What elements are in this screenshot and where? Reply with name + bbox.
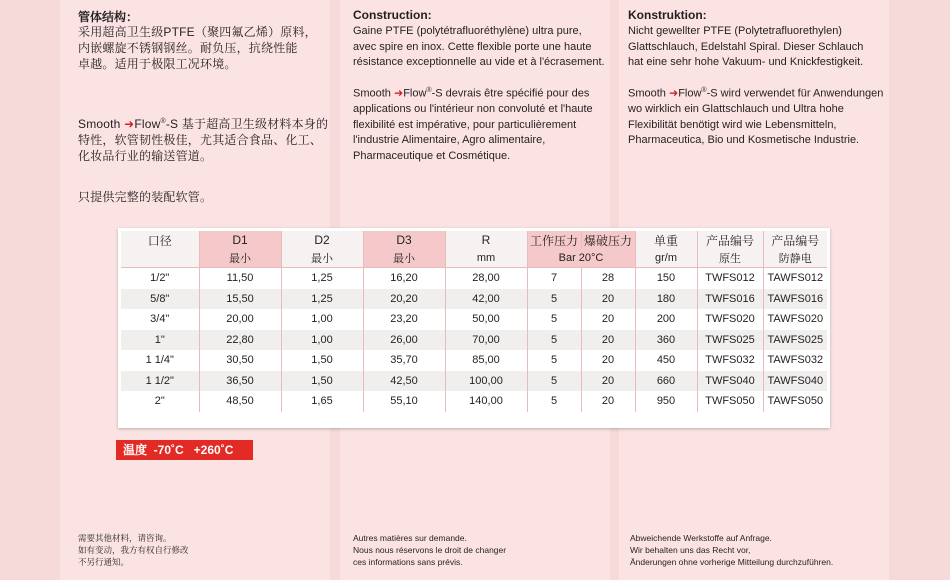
cell-working-pressure: 5: [527, 289, 581, 310]
cell-r: 85,00: [445, 350, 527, 371]
col-header-d2: D2: [281, 231, 363, 249]
cell-burst-pressure: 20: [581, 391, 635, 412]
col-header-d1: D1: [199, 231, 281, 249]
fr-construction-text: Gaine PTFE (polytétrafluoréthylène) ultra pure, avec spire en inox. Cette flexible porte une haute résistance exceptionnelle au vide et à l'écrasement.: [353, 25, 605, 68]
cell-code-antistatic: TAWFS040: [763, 371, 827, 392]
cell-d3: 42,50: [363, 371, 445, 392]
cell-bore: 2": [121, 391, 199, 412]
cell-r: 140,00: [445, 391, 527, 412]
col-subheader-pressure: Bar 20°C: [527, 249, 635, 268]
table-row: [121, 268, 827, 289]
col-header-burst-pressure: 爆破压力: [581, 231, 635, 249]
col-header-bore: 口径: [121, 231, 199, 249]
cell-burst-pressure: 28: [581, 268, 635, 289]
cell-working-pressure: 5: [527, 371, 581, 392]
cell-code-std: TWFS050: [697, 391, 763, 412]
cell-weight: 150: [635, 268, 697, 289]
cell-burst-pressure: 20: [581, 350, 635, 371]
cell-code-antistatic: TAWFS012: [767, 272, 824, 285]
cell-code-antistatic: TAWFS016: [763, 289, 827, 310]
cn-application-text: Smooth ➜Flow®-S 基于超高卫生级材料本身的 特性，软管韧性极佳，尤其适合食品、化工、 化妆品行业的输送管道。: [78, 117, 329, 163]
cell-r: 42,00: [445, 289, 527, 310]
cn-footer: 需要其他材料，请咨询。 如有变动，我方有权自行修改 不另行通知。: [78, 533, 189, 567]
col-header-d3: D3: [363, 231, 445, 249]
cn-construction-text: 采用超高卫生级PTFE（聚四氟乙烯）原料， 内嵌螺旋不锈钢钢丝。耐负压，抗绕性能 卓越。适用于极限工况环境。: [78, 25, 317, 71]
cell-d3: 23,20: [363, 309, 445, 330]
col-subheader-code-std: 原生: [697, 249, 763, 268]
cell-code-antistatic: TAWFS032: [767, 354, 824, 367]
table-row: [121, 350, 827, 371]
table-row: [121, 330, 827, 351]
arrow-icon: ➜: [124, 117, 135, 131]
cell-burst-pressure: 20: [581, 330, 635, 351]
cell-d3: 20,20: [363, 289, 445, 310]
cell-d2: 1,00: [281, 309, 363, 330]
cell-d2: 1,65: [281, 391, 363, 412]
fr-footer: Autres matières sur demande. Nous nous réservons le droit de changer ces informations sans prévis.: [353, 533, 507, 567]
cell-working-pressure: 5: [527, 391, 581, 412]
cell-d1: 36,50: [199, 371, 281, 392]
cell-r: 28,00: [445, 268, 527, 289]
cell-d2: 1,25: [281, 289, 363, 310]
cell-bore: 5/8": [121, 289, 199, 310]
cell-code-std: TWFS025: [697, 330, 763, 351]
cell-weight: 450: [635, 350, 697, 371]
de-heading: Konstruktion:: [628, 8, 707, 22]
col-subheader-bore: [121, 249, 199, 268]
col-header-working-pressure: 工作压力: [527, 231, 581, 249]
cell-code-std: TWFS020: [697, 309, 763, 330]
spec-table-card: [118, 228, 830, 428]
cell-working-pressure: 7: [527, 268, 581, 289]
cell-d3: 26,00: [363, 330, 445, 351]
col-subheader-d1: 最小: [199, 249, 281, 268]
table-row: [121, 391, 827, 412]
cell-d3: 55,10: [363, 391, 445, 412]
cell-weight: 180: [635, 289, 697, 310]
arrow-icon: ➜: [668, 87, 679, 100]
cell-weight: 950: [635, 391, 697, 412]
cell-working-pressure: 5: [527, 330, 581, 351]
cell-r: 70,00: [445, 330, 527, 351]
table-body: [121, 268, 827, 412]
cell-d1: 11,50: [199, 268, 281, 289]
table-row: [121, 371, 827, 392]
col-header-code-std: 产品编号: [697, 231, 763, 249]
cell-d1: 15,50: [199, 289, 281, 310]
cell-d2: 1,00: [281, 330, 363, 351]
cell-d3: 16,20: [363, 268, 445, 289]
col-header-r: R: [445, 231, 527, 249]
table-subheader-row: [121, 249, 827, 268]
temperature-badge: 温度 -70˚C +260˚C: [116, 440, 253, 460]
cell-bore: 1 1/4": [121, 350, 199, 371]
cell-burst-pressure: 20: [581, 309, 635, 330]
cell-r: 50,00: [445, 309, 527, 330]
cn-assembly-note: 只提供完整的装配软管。: [78, 190, 213, 204]
arrow-icon: ➜: [393, 87, 404, 100]
col-subheader-r: mm: [445, 249, 527, 268]
cell-code-std: TWFS040: [697, 371, 763, 392]
col-header-code-antistatic: 产品编号: [763, 231, 827, 249]
cell-working-pressure: 5: [527, 350, 581, 371]
col-subheader-d3: 最小: [363, 249, 445, 268]
cell-d1: 20,00: [199, 309, 281, 330]
cell-bore: 1/2": [121, 268, 199, 289]
col-subheader-d2: 最小: [281, 249, 363, 268]
cell-working-pressure: 5: [527, 309, 581, 330]
cell-bore: 1": [121, 330, 199, 351]
fr-heading: Construction:: [353, 8, 432, 22]
cell-d3: 35,70: [363, 350, 445, 371]
table-row: [121, 309, 827, 330]
de-application-text: Smooth ➜Flow®-S wird verwendet für Anwendungen wo wirklich ein Glattschlauch und Ultra hohe Flexibilität benötigt wird wie Lebensmitteln, Pharmaceutica, Bio und Kosmetische Industrie.: [628, 87, 884, 147]
spec-table: [121, 231, 827, 412]
cell-bore: 1 1/2": [121, 371, 199, 392]
cell-bore: 3/4": [121, 309, 199, 330]
table-row: [121, 289, 827, 310]
cell-weight: 360: [635, 330, 697, 351]
cell-d1: 22,80: [199, 330, 281, 351]
cell-d1: 48,50: [199, 391, 281, 412]
cell-code-antistatic: TAWFS020: [767, 313, 824, 326]
col-subheader-weight: gr/m: [635, 249, 697, 268]
cell-d1: 30,50: [199, 350, 281, 371]
cell-code-std: TWFS032: [697, 350, 763, 371]
cell-d2: 1,50: [281, 371, 363, 392]
table-header-row: [121, 231, 827, 249]
cell-code-antistatic: TAWFS050: [767, 395, 824, 408]
cell-weight: 660: [635, 371, 697, 392]
cell-burst-pressure: 20: [581, 371, 635, 392]
cell-code-std: TWFS012: [697, 268, 763, 289]
cell-d2: 1,50: [281, 350, 363, 371]
cell-weight: 200: [635, 309, 697, 330]
cell-code-antistatic: TAWFS025: [763, 330, 827, 351]
cell-code-std: TWFS016: [697, 289, 763, 310]
cell-r: 100,00: [445, 371, 527, 392]
cell-d2: 1,25: [281, 268, 363, 289]
col-subheader-code-antistatic: 防静电: [763, 249, 827, 268]
cell-burst-pressure: 20: [581, 289, 635, 310]
cn-heading: 管体结构：: [78, 10, 139, 24]
fr-application-text: Smooth ➜Flow®-S devrais être spécifié pour des applications ou l'intérieur non convoluté et l'haute flexibilité est impérative, pour particulièrement l'industrie Alimentaire, Agro alimentaire, Pharmaceutique et Cosmétique.: [353, 87, 593, 162]
de-construction-text: Nicht gewellter PTFE (Polytetrafluorethylen) Glattschlauch, Edelstahl Spiral. Dieser Schlauch hat eine sehr hohe Vakuum- und Knickfestigkeit.: [628, 25, 864, 68]
de-footer: Abweichende Werkstoffe auf Anfrage. Wir behalten uns das Recht vor, Änderungen ohne vorherige Mitteilung durchzuführen.: [630, 533, 834, 567]
col-header-weight: 单重: [635, 231, 697, 249]
